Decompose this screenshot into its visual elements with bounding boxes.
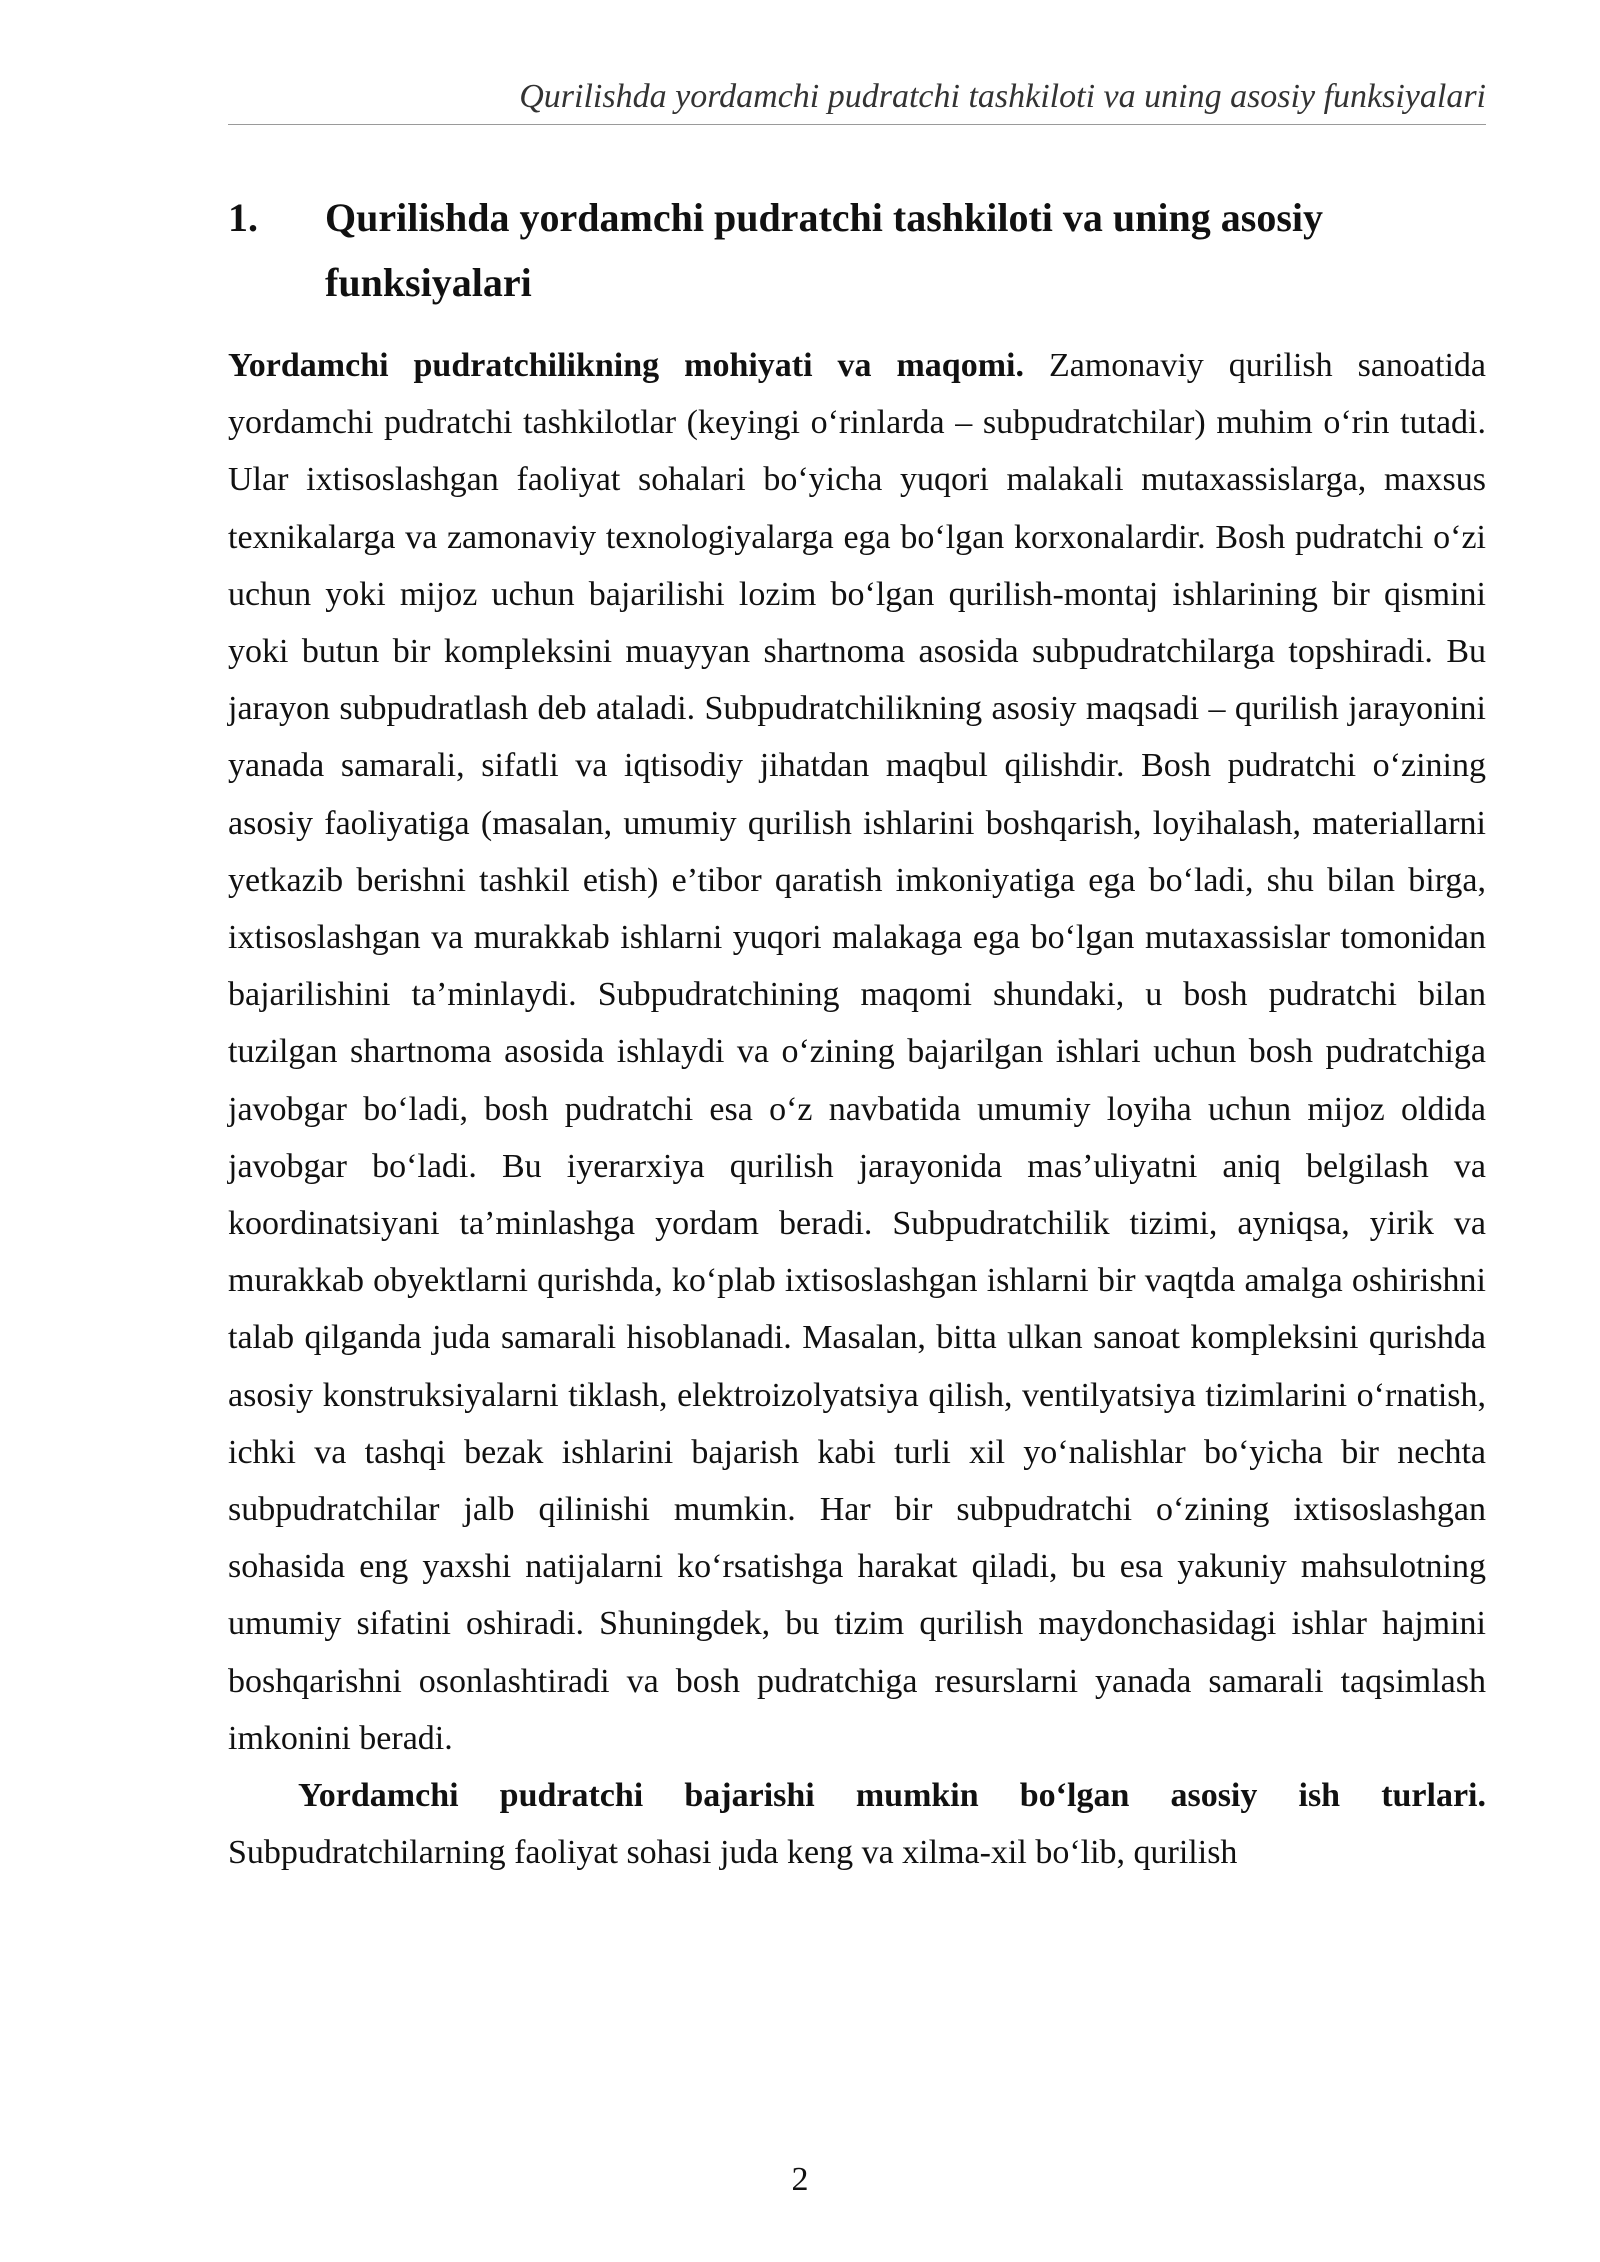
paragraph-1-lead: Yordamchi pudratchilikning mohiyati va maqomi. (228, 347, 1024, 384)
running-header: Qurilishda yordamchi pudratchi tashkiloti va uning asosiy funksiyalari (228, 72, 1486, 125)
paragraph-1 (228, 337, 1486, 1767)
section-heading (228, 185, 1486, 315)
section-title: Qurilishda yordamchi pudratchi tashkiloti va uning asosiy funksiyalari (325, 195, 1324, 305)
section-number: 1. (228, 195, 258, 240)
document-body (228, 185, 1486, 1881)
paragraph-1-text: Zamonaviy qurilish sanoatida yordamchi pudratchi tashkilotlar (keyingi o‘rinlarda – subpudratchilar) muhim o‘rin tutadi. Ular ixtisoslashgan faoliyat sohalari bo‘yicha yuqori malakali mutaxassislarga, maxsus texnikalarga va zamonaviy texnologiyalarga ega bo‘lgan korxonalardir. Bosh pudratchi o‘zi uchun yoki mijoz uchun bajarilishi lozim bo‘lgan qurilish-montaj ishlarining bir qismini yoki butun bir kompleksini muayyan shartnoma asosida subpudratchilarga topshiradi. Bu jarayon subpudratlash deb ataladi. Subpudratchilikning asosiy maqsadi – qurilish jarayonini yanada samarali, sifatli va iqtisodiy jihatdan maqbul qilishdir. Bosh pudratchi o‘zining asosiy faoliyatiga (masalan, umumiy qurilish ishlarini boshqarish, loyihalash, materiallarni yetkazib berishni tashkil etish) e’tibor qaratish imkoniyatiga ega bo‘ladi, shu bilan birga, ixtisoslashgan va murakkab ishlarni yuqori malakaga ega bo‘lgan mutaxassislar tomonidan bajarilishini ta’minlaydi. Subpudratchining maqomi shundaki, u bosh pudratchi bilan tuzilgan shartnoma asosida ishlaydi va o‘zining bajarilgan ishlari uchun bosh pudratchiga javobgar bo‘ladi, bosh pudratchi esa o‘z navbatida umumiy loyiha uchun mijoz oldida javobgar bo‘ladi. Bu iyerarxiya qurilish jarayonida mas’uliyatni aniq belgilash va koordinatsiyani ta’minlashga yordam beradi. Subpudratchilik tizimi, ayniqsa, yirik va murakkab obyektlarni qurishda, ko‘plab ixtisoslashgan ishlarni bir vaqtda amalga oshirishni talab qilganda juda samarali hisoblanadi. Masalan, bitta ulkan sanoat kompleksini qurishda asosiy konstruksiyalarni tiklash, elektroizolyatsiya qilish, ventilyatsiya tizimlarini o‘rnatish, ichki va tashqi bezak ishlarini bajarish kabi turli xil yo‘nalishlar bo‘yicha bir nechta subpudratchilar jalb qilinishi mumkin. Har bir subpudratchi o‘zining ixtisoslashgan sohasida eng yaxshi natijalarni ko‘rsatishga harakat qiladi, bu esa yakuniy mahsulotning umumiy sifatini oshiradi. Shuningdek, bu tizim qurilish maydonchasidagi ishlar hajmini boshqarishni osonlashtiradi va bosh pudratchiga resurslarni yanada samarali taqsimlash imkonini beradi. (228, 347, 1486, 1757)
page-number: 2 (791, 2161, 809, 2198)
paragraph-2-text: Subpudratchilarning faoliyat sohasi juda keng va xilma-xil bo‘lib, qurilish (228, 1834, 1238, 1872)
paragraph-2-lead: Yordamchi pudratchi bajarishi mumkin bo‘lgan asosiy ish turlari. (298, 1777, 1486, 1815)
paragraph-2 (228, 1767, 1486, 1881)
